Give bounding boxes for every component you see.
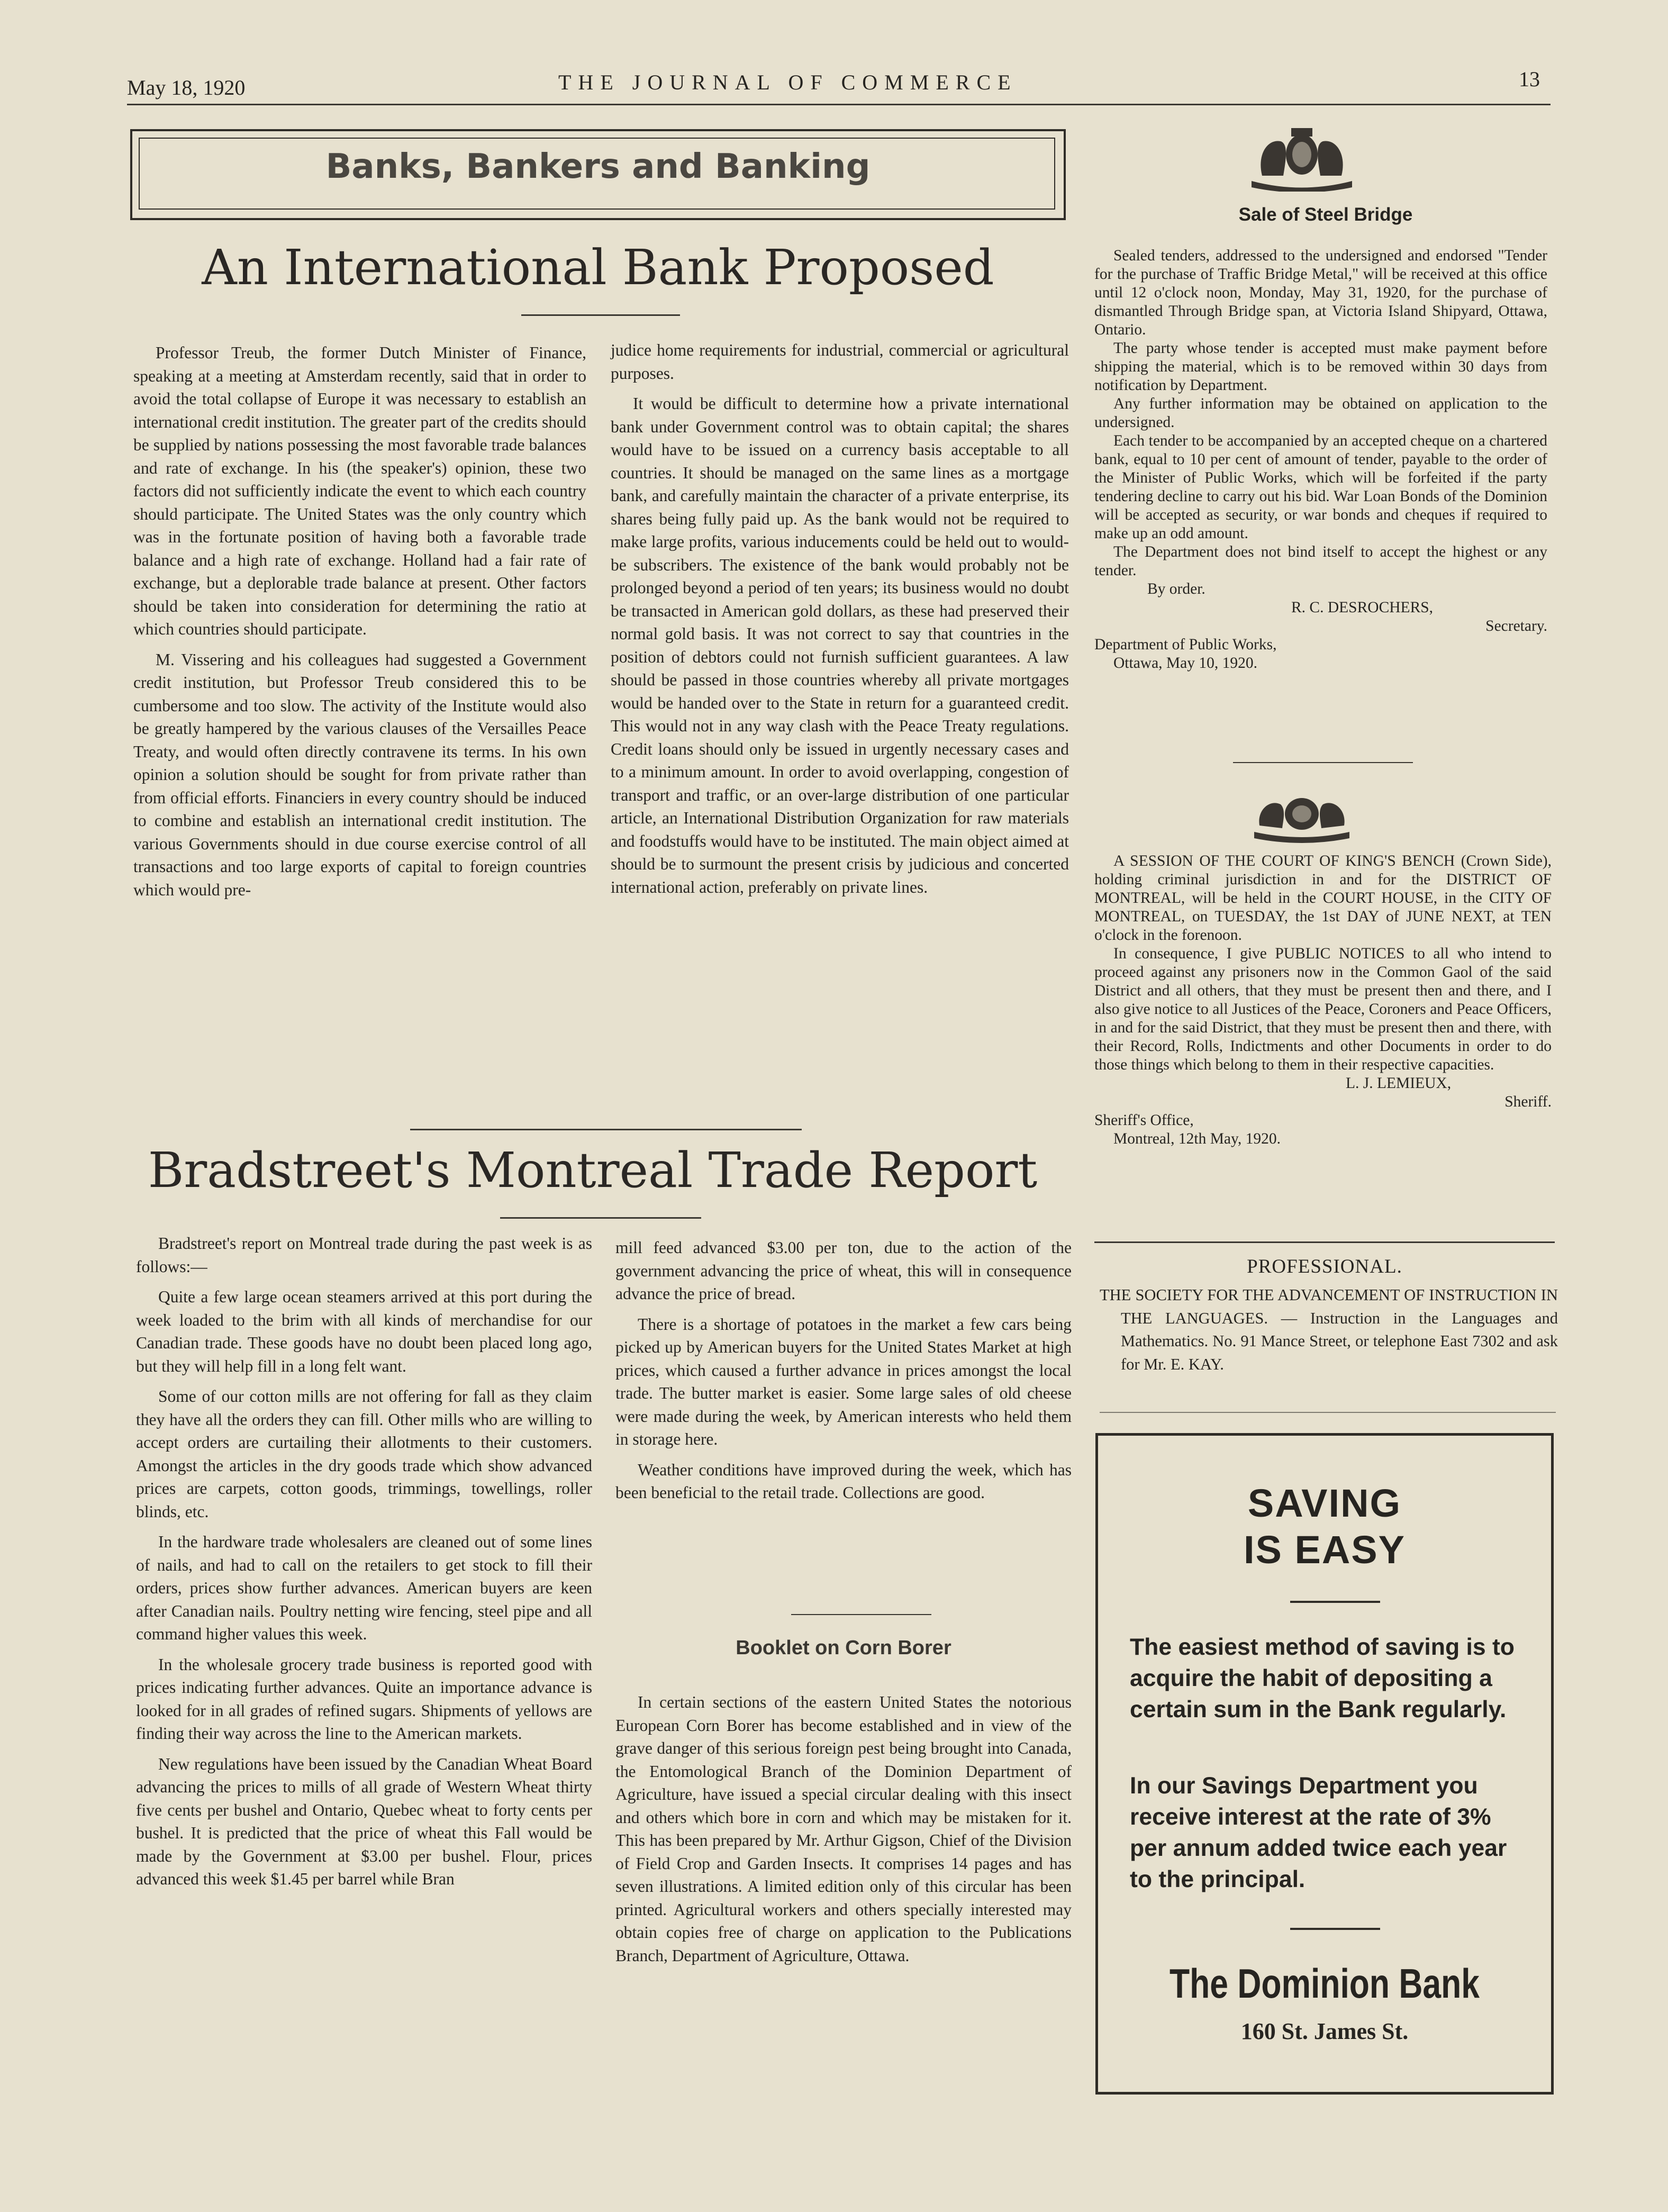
section-divider bbox=[1100, 1412, 1556, 1413]
place-date: Ottawa, May 10, 1920. bbox=[1113, 655, 1258, 672]
ad-bank-name: The Dominion Bank bbox=[1170, 1960, 1480, 2007]
article2-column2 bbox=[615, 1236, 1072, 1504]
paragraph: The party whose tender is accepted must make payment before shipping the material, which is to be removed within 30 days from notification by Department. bbox=[1094, 340, 1547, 394]
paragraph: Quite a few large ocean steamers arrived at this port during the week loaded to the brim with all kinds of merchandise for our Canadian trade. These goods have no doubt been placed long ago, but they will help fill in a long felt want. bbox=[136, 1288, 592, 1375]
header-rule bbox=[127, 104, 1551, 105]
notice-divider bbox=[1233, 762, 1413, 763]
paragraph: Any further information may be obtained on application to the undersigned. bbox=[1094, 395, 1547, 431]
header-date: May 18, 1920 bbox=[127, 76, 246, 99]
place-date: Montreal, 12th May, 1920. bbox=[1113, 1130, 1281, 1147]
paragraph: In the hardware trade wholesalers are cleaned out of some lines of nails, and had to call on the retailers to get stock to fill their orders, prices show further advances. American buyers are keen after Canadian nails. Poultry netting wire fencing, steel pipe and all command higher values this week. bbox=[136, 1533, 592, 1643]
paragraph: judice home requirements for industrial, commercial or agricultural purposes. bbox=[611, 341, 1069, 383]
article-title-international-bank: An International Bank Proposed bbox=[202, 239, 994, 296]
paragraph: A SESSION OF THE COURT OF KING'S BENCH (Crown Side), holding criminal jurisdiction in and for the DISTRICT OF MONTREAL, will be held in the COURT HOUSE, in the CITY OF MONTREAL, on TUESDAY, the 1st DAY of JUNE NEXT, at TEN o'clock in the forenoon. bbox=[1094, 853, 1552, 944]
professional-text bbox=[1100, 1284, 1558, 1376]
royal-arms-emblem bbox=[1246, 788, 1357, 844]
department: Department of Public Works, bbox=[1094, 636, 1277, 653]
section-divider bbox=[1094, 1241, 1555, 1243]
paragraph: Weather conditions have improved during the week, which has been beneficial to the retail trade. Collections are good. bbox=[615, 1460, 1072, 1502]
coat-of-arms-emblem bbox=[1241, 123, 1363, 192]
paragraph: M. Vissering and his colleagues had suggested a Government credit institution, but Professor Treub considered this to be cumbersome and too slow. The activity of the Institute would also be greatly hampered by the various clauses of the Versailles Peace Treaty, and would often directly contravene its terms. In his own opinion a solution should be sought for from private rather than from official efforts. Financiers in every country should be induced to combine and establish an international credit institution. The various Governments should in due course exercise control of all transactions and too large exports of capital to foreign countries which would pre- bbox=[133, 650, 586, 899]
article-title-bradstreet: Bradstreet's Montreal Trade Report bbox=[148, 1142, 1038, 1199]
article-title-corn-borer: Booklet on Corn Borer bbox=[736, 1637, 951, 1659]
ad-divider bbox=[1290, 1928, 1380, 1930]
signatory-title: Secretary. bbox=[1485, 618, 1547, 634]
paragraph: Bradstreet's report on Montreal trade during the past week is as follows:— bbox=[136, 1234, 592, 1276]
article1-column1 bbox=[133, 341, 586, 901]
paragraph: Sealed tenders, addressed to the undersigned and endorsed "Tender for the purchase of Traffic Bridge Metal," will be received at this office until 12 o'clock noon, Monday, May 31, 1920, for the purchase of dismantled Through Bridge span, at Victoria Island Shipyard, Ottawa, Ontario. bbox=[1094, 247, 1547, 338]
section-banner-title: Banks, Bankers and Banking bbox=[325, 147, 871, 186]
paragraph: THE SOCIETY FOR THE ADVANCEMENT OF INSTRUCTION IN THE LANGUAGES. — Instruction in the Languages and Mathematics. No. 91 Mance Street, or telephone East 7302 and ask for Mr. E. KAY. bbox=[1100, 1286, 1558, 1373]
ad-bank-address: 160 St. James St. bbox=[1240, 2018, 1409, 2044]
article3-body bbox=[615, 1691, 1072, 1967]
professional-heading: PROFESSIONAL. bbox=[1247, 1256, 1402, 1277]
paragraph: Each tender to be accompanied by an accepted cheque on a chartered bank, equal to 10 per cent of amount of tender, payable to the order of the Minister of Public Works, which will be forfeited if the party tendering decline to carry out his bid. War Loan Bonds of the Dominion will be accepted as security, or war bonds and cheques if required to make up an odd amount. bbox=[1094, 432, 1547, 542]
article1-column2 bbox=[611, 339, 1069, 899]
dominion-bank-advertisement bbox=[1095, 1433, 1554, 2095]
paragraph: The Department does not bind itself to accept the highest or any tender. bbox=[1094, 543, 1547, 579]
subarticle-divider bbox=[791, 1614, 931, 1615]
paragraph: It would be difficult to determine how a private international bank under Government control was to obtain capital; the shares would have to be issued on a currency basis acceptable to all countries. It should be managed on the same lines as a mortgage bank, and carefully maintain the character of a private enterprise, its shares being fully paid up. As the bank would not be required to make large profits, various inducements could be held out to would-be subscribers. The existence of the bank would probably not be prolonged beyond a period of ten years; its business would no doubt be transacted in American gold dollars, as these had preserved their normal gold basis. It was not correct to say that countries in the position of debtors could not furnish sufficient guarantees. A law should be passed in those countries whereby all private mortgages would be handed over to the State in return for a guaranteed credit. This would not in any way clash with the Peace Treaty regulations. Credit loans should only be issued in urgently necessary cases and to a minimum amount. In order to avoid overlapping, congestion of transport and traffic, or an over-large distribution of one particular article, an International Distribution Organization for raw materials and foodstuffs would have to be instituted. The main object aimed at should be to surmount the present crisis by judicious and concerted international action, preferably on private lines. bbox=[611, 394, 1069, 896]
paragraph: In certain sections of the eastern United States the notorious European Corn Borer has become established and in view of the grave danger of this serious foreign pest being brought into Canada, the Entomological Branch of the Dominion Department of Agriculture, have issued a special circular dealing with this insect and others which bore in corn and which may be mistaken for it. This has been prepared by Mr. Arthur Gigson, Chief of the Division of Field Crop and Garden Insects. It comprises 14 pages and has seven illustrations. A limited edition only of this circular has been printed. Agricultural workers and others specially interested may obtain copies free of charge on application to the Publications Branch, Department of Agriculture, Ottawa. bbox=[615, 1693, 1072, 1965]
paragraph: There is a shortage of potatoes in the market a few cars being picked up by American buyers for the United States Market at high prices, which caused a further advance in prices amongst the local trade. The butter market is easier. Some large sales of old cheese were made during the week, by American interests who held them in storage here. bbox=[615, 1314, 1072, 1448]
notice-title-steel-bridge: Sale of Steel Bridge bbox=[1238, 204, 1413, 225]
title-divider bbox=[521, 314, 680, 316]
article2-column1 bbox=[136, 1232, 592, 1891]
ad-divider bbox=[1290, 1601, 1380, 1603]
paragraph: New regulations have been issued by the Canadian Wheat Board advancing the prices to mills of all grade of Western Wheat thirty five cents per bushel and Ontario, Quebec wheat to forty cents per bushel. It is predicted that the price of wheat this Fall would be made by the Government at $3.00 per bushel. Flour, prices advanced this week $1.45 per barrel while Bran bbox=[136, 1754, 592, 1888]
sheriff-office: Sheriff's Office, bbox=[1094, 1112, 1194, 1129]
signatory: L. J. LEMIEUX, bbox=[1346, 1075, 1452, 1092]
ad-headline-line2: IS EASY bbox=[1244, 1528, 1406, 1572]
paragraph: In consequence, I give PUBLIC NOTICES to all who intend to proceed against any prisoners now in the Common Gaol of the said District and all others, that they must be present then and there, and I also give notice to all Justices of the Peace, Coroners and Peace Officers, in and for the said District, that they must be present then and there, with their Record, Rolls, Indictments and other Documents in order to do those things which belong to them in their respective capacities. bbox=[1094, 945, 1552, 1073]
ad-headline-line1: SAVING bbox=[1247, 1481, 1402, 1525]
header-journal-title: THE JOURNAL OF COMMERCE bbox=[558, 70, 1018, 94]
title-divider bbox=[500, 1217, 701, 1219]
header-page-number: 13 bbox=[1519, 67, 1540, 91]
notice-steel-bridge-body bbox=[1094, 247, 1547, 673]
signatory: R. C. DESROCHERS, bbox=[1291, 599, 1434, 616]
ad-paragraph-1: The easiest method of saving is to acquire the habit of depositing a certain sum in the Bank regularly. bbox=[1130, 1634, 1515, 1723]
paragraph: Some of our cotton mills are not offering for fall as they claim they have all the orders they can fill. Other mills who are willing to accept orders are curtailing their allotments to their customers. Amongst the articles in the dry goods trade which show advanced prices are carpets, cotton goods, trimmings, towellings, roller blinds, etc. bbox=[136, 1387, 592, 1521]
signatory-title: Sheriff. bbox=[1504, 1093, 1552, 1110]
paragraph: Professor Treub, the former Dutch Minister of Finance, speaking at a meeting at Amsterdam recently, said that in order to avoid the total collapse of Europe it was necessary to establish an international credit institution. The greater part of the credits should be supplied by nations possessing the most favorable trade balances and rate of exchange. In his (the speaker's) opinion, these two factors did not sufficiently indicate the event to which each country should participate. The United States was the only country which was in the fortunate position of having both a favorable trade balance and a high rate of exchange. Holland had a fair rate of exchange, but a deplorable trade balance at present. Other factors should be taken into consideration for determining the ratio at which countries should participate. bbox=[133, 343, 586, 638]
by-order: By order. bbox=[1147, 581, 1205, 597]
ad-paragraph-2: In our Savings Department you receive interest at the rate of 3% per annum added twice each year to the principal. bbox=[1130, 1773, 1507, 1892]
paragraph: mill feed advanced $3.00 per ton, due to the action of the government advancing the price of wheat, this will in consequence advance the price of bread. bbox=[615, 1238, 1072, 1303]
notice-court-session-body bbox=[1094, 852, 1552, 1148]
article-divider bbox=[410, 1129, 802, 1130]
paragraph: In the wholesale grocery trade business is reported good with prices indicating further advances. Quite an importance advance is looked for in all grades of refined sugars. Shipments of yellows are finding their way across the line to the American markets. bbox=[136, 1655, 592, 1743]
